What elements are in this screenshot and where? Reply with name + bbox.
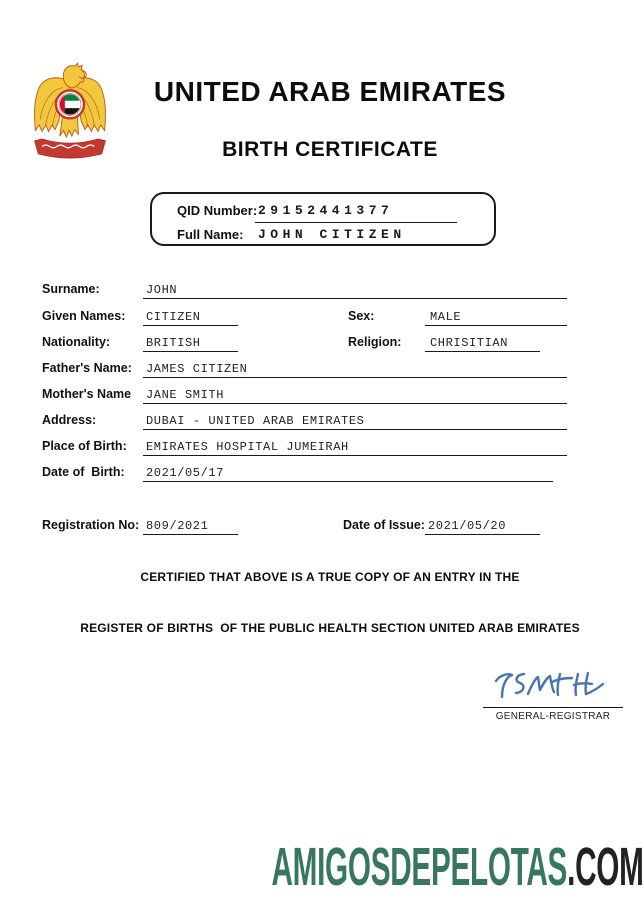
address-underline xyxy=(143,429,567,430)
surname-underline xyxy=(143,298,567,299)
field-row-given-names-sex xyxy=(0,309,644,329)
qid-underline xyxy=(255,222,457,223)
place-of-birth-underline xyxy=(143,455,567,456)
mothers-name-label: Mother's Name xyxy=(42,387,132,401)
date-of-birth-value: 2021/05/17 xyxy=(146,466,225,480)
general-registrar-label: GENERAL-REGISTRAR xyxy=(495,711,611,722)
field-row-date-of-birth xyxy=(0,465,644,485)
date-of-issue-underline xyxy=(425,534,540,535)
fathers-name-label: Father's Name: xyxy=(42,361,132,375)
full-name-value: JOHN CITIZEN xyxy=(258,227,406,242)
signature-icon xyxy=(492,664,612,708)
document-title: BIRTH CERTIFICATE xyxy=(222,138,438,161)
surname-label: Surname: xyxy=(42,282,100,296)
surname-value: JOHN xyxy=(146,283,178,297)
field-row-registration xyxy=(0,518,644,538)
full-name-label: Full Name: xyxy=(177,227,244,242)
watermark-primary-text: AMIGOSDEPELOTAS xyxy=(271,837,568,897)
date-of-birth-underline xyxy=(143,481,553,482)
watermark-secondary-text: .COM xyxy=(567,837,644,897)
fathers-name-value: JAMES CITIZEN xyxy=(146,362,248,376)
mothers-name-underline xyxy=(143,403,567,404)
country-title: UNITED ARAB EMIRATES xyxy=(153,76,507,107)
qid-number-label: QID Number: xyxy=(177,203,258,218)
field-row-surname xyxy=(0,282,644,302)
address-label: Address: xyxy=(42,413,97,427)
sex-value: MALE xyxy=(430,310,462,324)
registration-no-value: 809/2021 xyxy=(146,519,209,533)
sex-underline xyxy=(425,325,567,326)
religion-underline xyxy=(425,351,540,352)
qid-number-value: 29152441377 xyxy=(258,203,394,218)
date-of-birth-label: Date of Birth: xyxy=(42,465,125,479)
signature-line xyxy=(483,707,623,708)
field-row-place-of-birth xyxy=(0,439,644,459)
place-of-birth-value: EMIRATES HOSPITAL JUMEIRAH xyxy=(146,440,349,454)
field-row-mothers-name xyxy=(0,387,644,407)
id-box xyxy=(150,192,496,246)
fathers-name-underline xyxy=(143,377,567,378)
given-names-value: CITIZEN xyxy=(146,310,201,324)
religion-value: CHRISITIAN xyxy=(430,336,509,350)
field-row-fathers-name xyxy=(0,361,644,381)
mothers-name-value: JANE SMITH xyxy=(146,388,225,402)
date-of-issue-label: Date of Issue: xyxy=(343,518,425,532)
religion-label: Religion: xyxy=(348,335,402,349)
field-row-address xyxy=(0,413,644,433)
nationality-label: Nationality: xyxy=(42,335,111,349)
given-names-label: Given Names: xyxy=(42,309,126,323)
sex-label: Sex: xyxy=(348,309,375,323)
given-names-underline xyxy=(143,325,238,326)
date-of-issue-value: 2021/05/20 xyxy=(428,519,507,533)
certification-line-1: CERTIFIED THAT ABOVE IS A TRUE COPY OF AN ENTRY IN THE xyxy=(140,570,520,584)
full-name-underline xyxy=(255,244,457,245)
registration-no-underline xyxy=(143,534,238,535)
certification-line-2: REGISTER OF BIRTHS OF THE PUBLIC HEALTH SECTION UNITED ARAB EMIRATES xyxy=(80,621,580,635)
address-value: DUBAI - UNITED ARAB EMIRATES xyxy=(146,414,365,428)
nationality-underline xyxy=(143,351,238,352)
place-of-birth-label: Place of Birth: xyxy=(42,439,127,453)
field-row-nationality-religion xyxy=(0,335,644,355)
watermark xyxy=(271,837,644,897)
registration-no-label: Registration No: xyxy=(42,518,140,532)
nationality-value: BRITISH xyxy=(146,336,201,350)
